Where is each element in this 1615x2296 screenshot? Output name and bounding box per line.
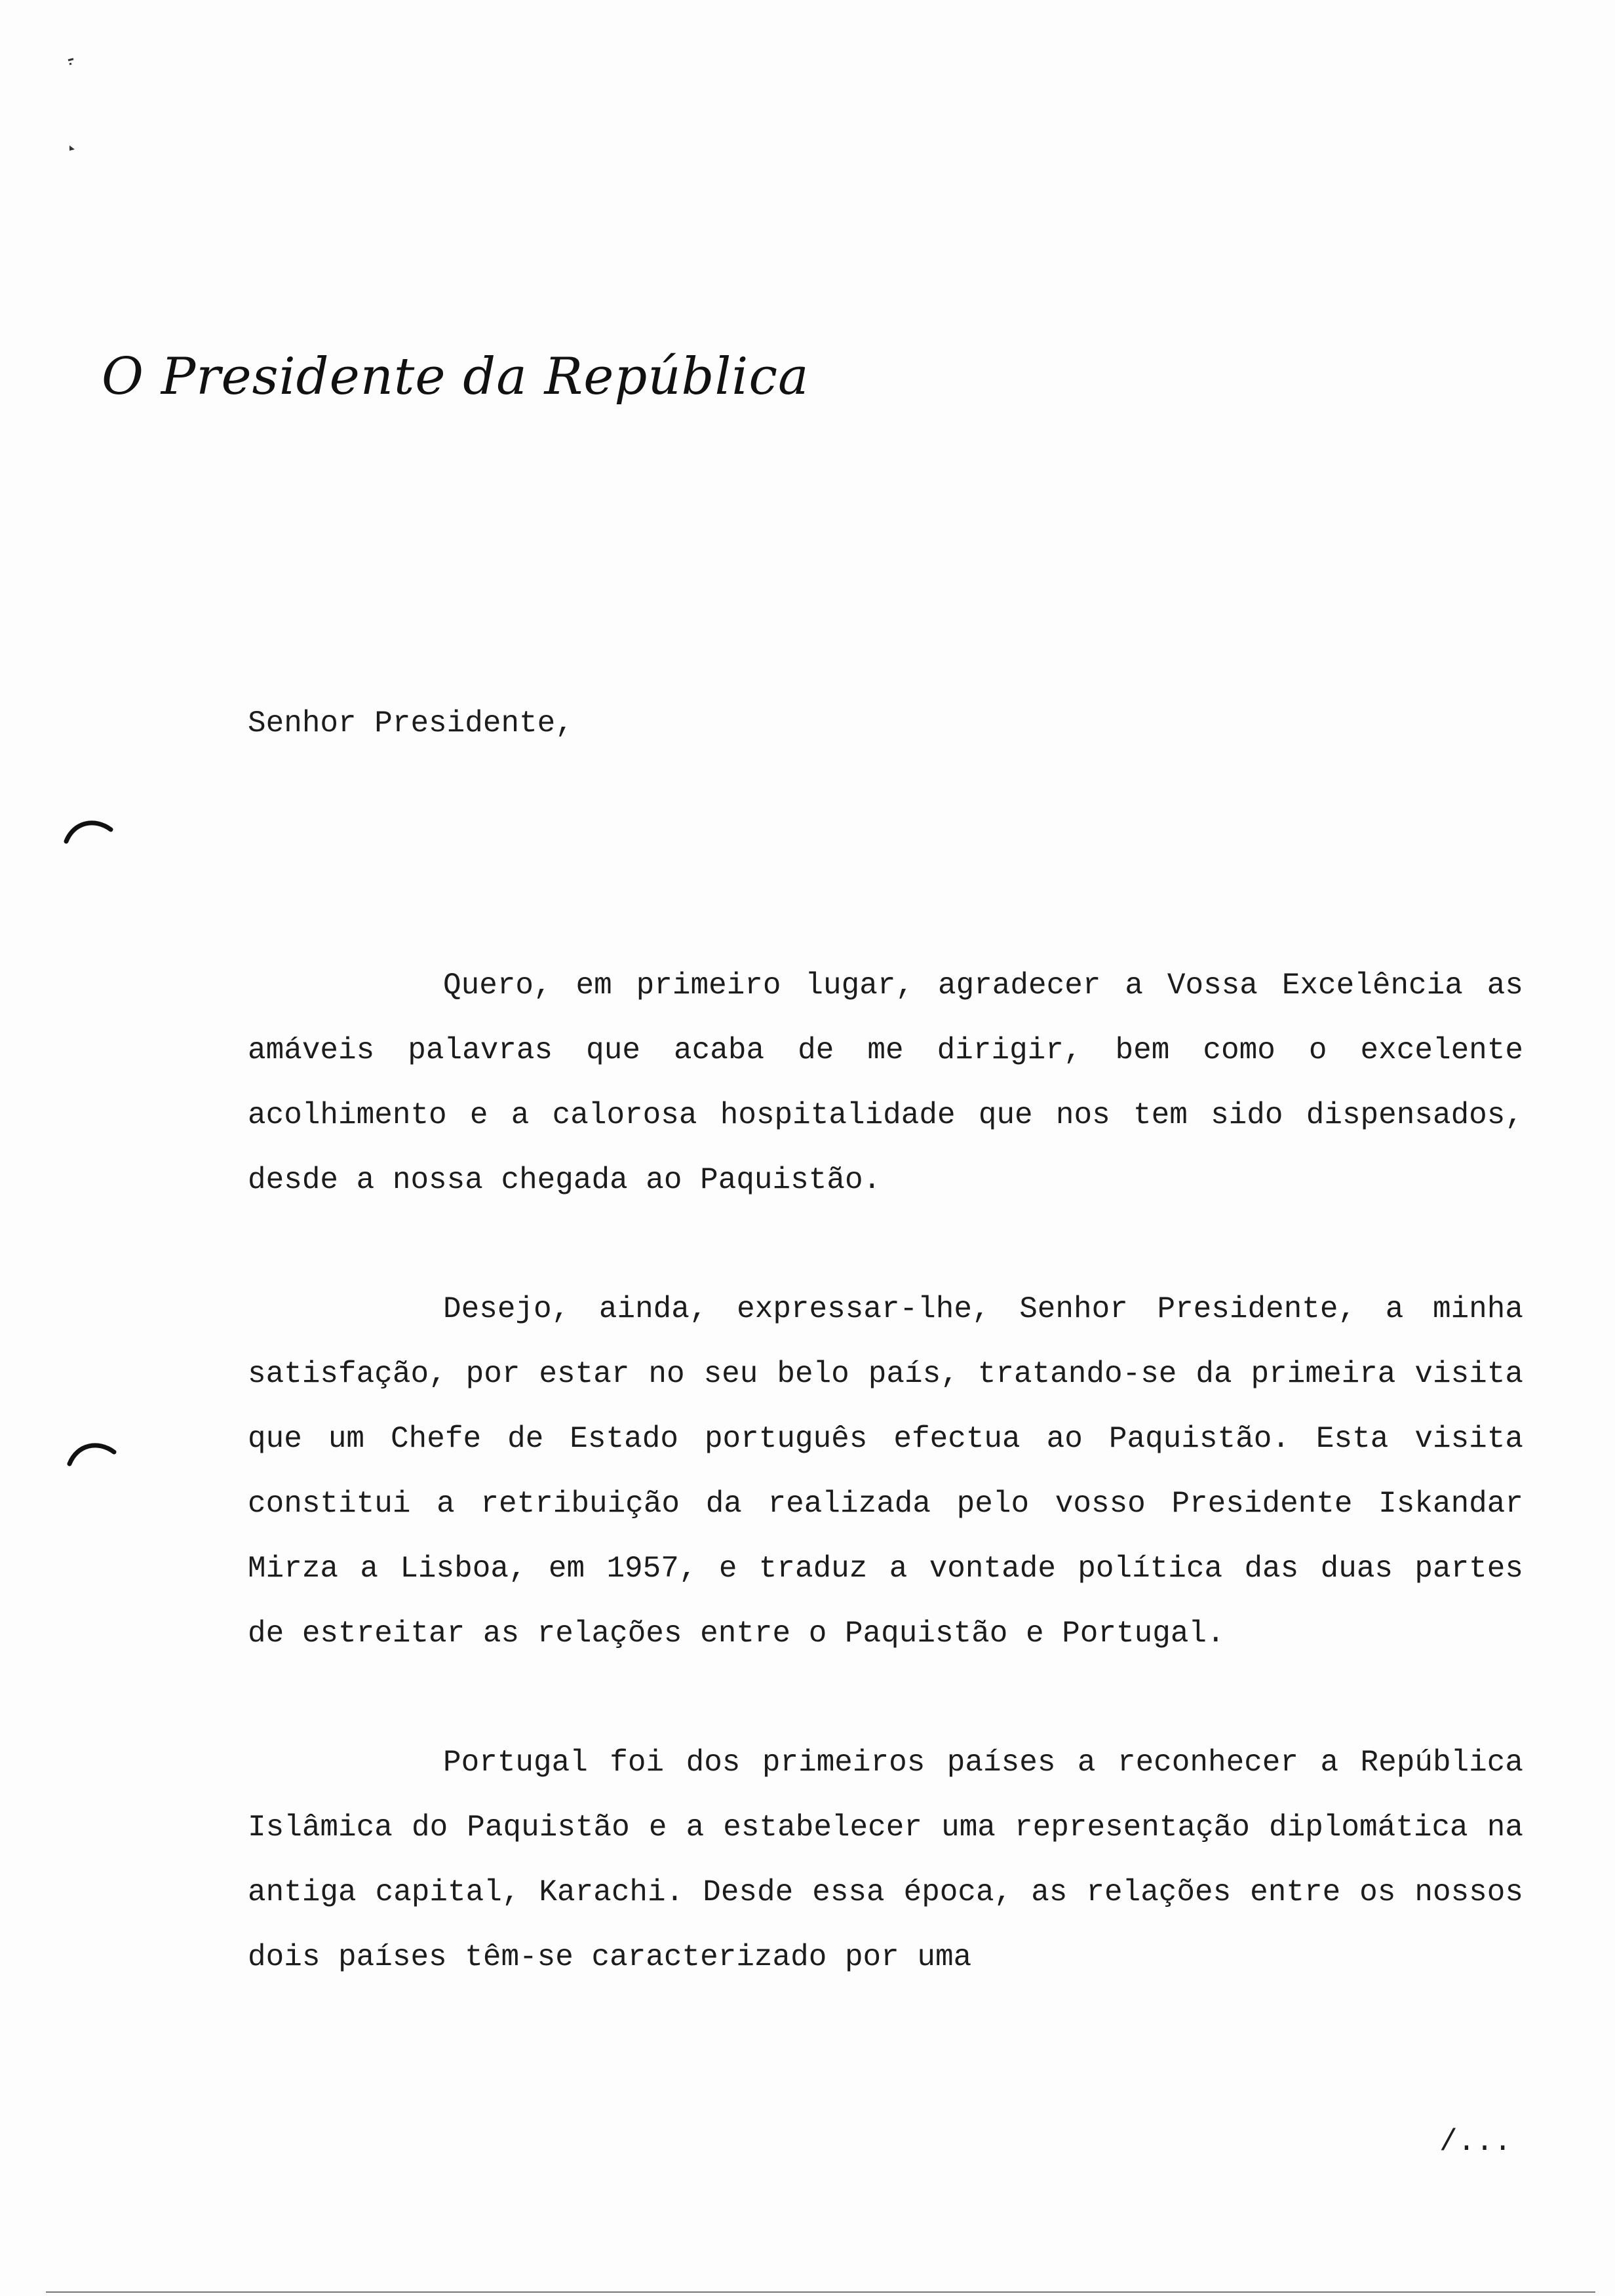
letterhead-title: O Presidente da República [102, 347, 809, 406]
punch-hole-mark-upper [62, 813, 115, 845]
scan-mark-top-1 [66, 56, 79, 69]
paragraph-1: Quero, em primeiro lugar, agradecer a Vossa Excelência as amáveis palavras que acaba de me dirigir, bem como o excelente acolhimento e a calorosa hospitalidade que nos tem sido dispensados, desde a nossa chegada ao Paquistão. [248, 968, 1523, 1197]
paragraph-2: Desejo, ainda, expressar-lhe, Senhor Presidente, a minha satisfação, por estar no seu belo país, tratando-se da primeira visita que um Chefe de Estado português efectua ao Paquistão. Esta visita constitui a retribuição da realizada pelo vosso Presidente Iskandar Mirza a Lisboa, em 1957, e traduz a vontade política das duas partes de estreitar as relações entre o Paquistão e Portugal. [248, 1292, 1523, 1651]
continuation-marker: /... [1439, 2125, 1512, 2159]
salutation: Senhor Presidente, [248, 706, 574, 740]
punch-hole-mark-lower [66, 1435, 118, 1468]
page-bottom-edge [46, 2291, 1595, 2293]
paragraph-3: Portugal foi dos primeiros países a reconhecer a República Islâmica do Paquistão e a estabelecer uma representação diplomática na antiga capital, Karachi. Desde essa época, as relações entre os nossos dois países têm-se caracterizado por uma [248, 1746, 1523, 1974]
scan-mark-top-2 [68, 143, 81, 156]
letter-body [248, 953, 1523, 2054]
